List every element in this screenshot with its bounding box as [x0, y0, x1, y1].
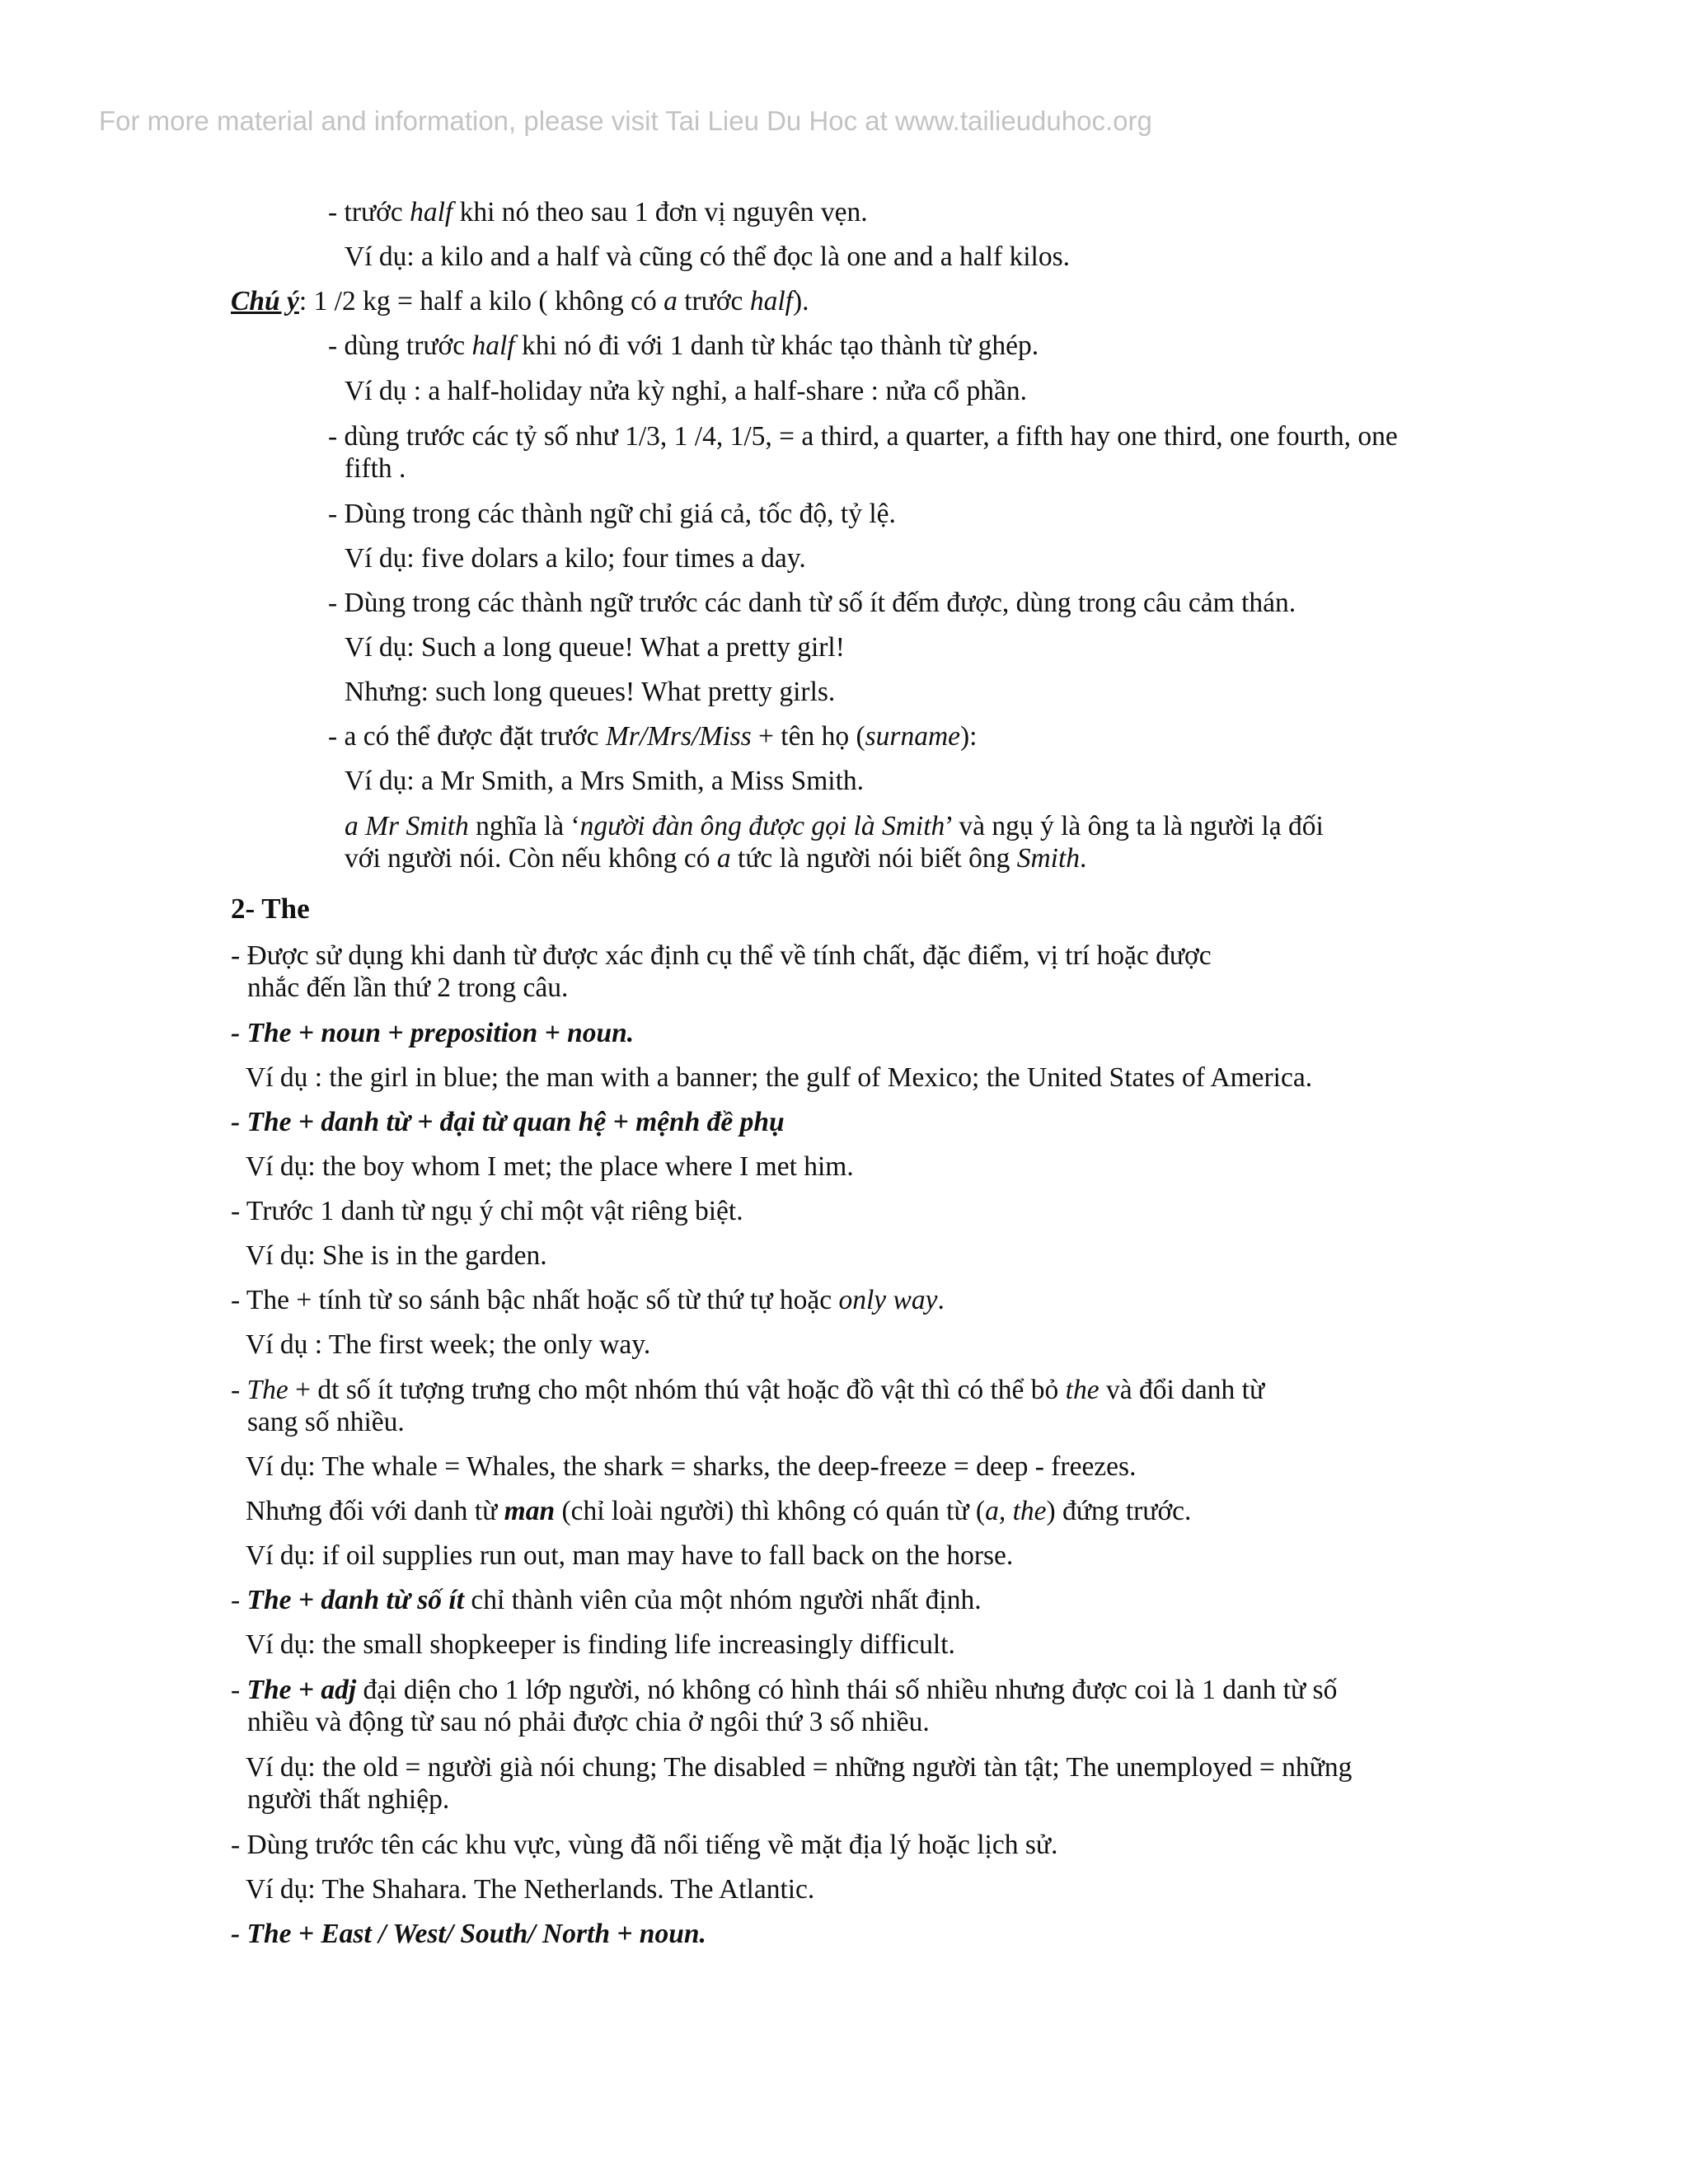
example-line: Ví dụ: Such a long queue! What a pretty girl!: [345, 632, 845, 663]
text-italic: a Mr Smith: [345, 811, 469, 841]
example-line: Nhưng: such long queues! What pretty girls.: [345, 677, 836, 707]
text-line: [328, 196, 868, 229]
text-span: tức là người nói biết ông: [730, 843, 1017, 874]
text-italic: The: [246, 1375, 288, 1405]
text-span: - dùng trước: [328, 330, 472, 361]
rule-line: - The + East / West/ South/ North + noun.: [231, 1919, 706, 1949]
text-line: - Dùng trong các thành ngữ chỉ giá cả, tốc độ, tỷ lệ.: [328, 499, 896, 529]
text-line: [328, 330, 1039, 363]
text-line: [345, 810, 1324, 843]
text-span: + dt số ít tượng trưng cho một nhóm thú vật hoặc đồ vật thì có thể bỏ: [288, 1375, 1066, 1405]
page-header-note: For more material and information, please visit Tai Lieu Du Hoc at www.tailieuduhoc.org: [99, 105, 1152, 136]
example-line: Ví dụ: She is in the garden.: [246, 1240, 547, 1271]
text-line: - Dùng trong các thành ngữ trước các danh từ số ít đếm được, dùng trong câu cảm thán.: [328, 588, 1296, 618]
text-bold-italic: The + danh từ số ít: [246, 1585, 465, 1615]
text-span: - a có thể được đặt trước: [328, 721, 606, 752]
text-line: - Trước 1 danh từ ngụ ý chỉ một vật riêng biệt.: [231, 1196, 743, 1226]
text-italic: a, the: [985, 1496, 1047, 1526]
text-span: .: [1080, 843, 1087, 874]
text-italic: surname: [865, 721, 961, 752]
text-line: sang số nhiều.: [247, 1407, 405, 1437]
text-line: [345, 842, 1086, 875]
example-line: Ví dụ: the boy whom I met; the place where I met him.: [246, 1151, 854, 1182]
text-span: khi nó đi với 1 danh từ khác tạo thành từ ghép.: [514, 330, 1039, 361]
text-line: [231, 1584, 982, 1617]
text-span: (chỉ loài người) thì không có quán từ (: [555, 1496, 986, 1526]
text-line: - Dùng trước tên các khu vực, vùng đã nổi tiếng về mặt địa lý hoặc lịch sử.: [231, 1830, 1058, 1860]
example-line: Ví dụ: the small shopkeeper is finding life increasingly difficult.: [246, 1629, 955, 1660]
text-line: - dùng trước các tỷ số như 1/3, 1 /4, 1/5, = a third, a quarter, a fifth hay one third, one fourth, one: [328, 421, 1398, 452]
text-italic: half: [410, 197, 453, 227]
text-italic: a: [663, 286, 678, 316]
text-line: [231, 1374, 1264, 1407]
text-line: [246, 1495, 1191, 1528]
rule-line: - The + danh từ + đại từ quan hệ + mệnh đề phụ: [231, 1107, 785, 1137]
text-span: -: [231, 1675, 247, 1705]
text-span: Nhưng đối với danh từ: [246, 1496, 504, 1526]
note-line: [231, 285, 809, 318]
section-heading: 2- The: [231, 893, 310, 925]
text-italic: only way: [838, 1285, 938, 1315]
text-italic: half: [471, 330, 515, 361]
text-span: .: [937, 1285, 945, 1315]
note-label: Chú ý: [231, 286, 299, 316]
text-span: ).: [792, 286, 809, 316]
text-italic: người đàn ông được gọi là Smith: [579, 811, 945, 841]
text-span: ) đứng trước.: [1046, 1496, 1192, 1526]
text-span: - trước: [328, 197, 410, 227]
text-span: -: [231, 1585, 247, 1615]
text-line: fifth .: [345, 453, 406, 484]
example-line: Ví dụ : The first week; the only way.: [246, 1329, 651, 1360]
text-line: nhiều và động từ sau nó phải được chia ở ngôi thứ 3 số nhiều.: [247, 1707, 930, 1737]
text-italic: the: [1065, 1375, 1100, 1405]
text-span: - The + tính từ so sánh bậc nhất hoặc số từ thứ tự hoặc: [231, 1285, 839, 1315]
text-line: [231, 1284, 945, 1317]
text-line: người thất nghiệp.: [247, 1784, 450, 1815]
text-span: và đổi danh từ: [1099, 1375, 1265, 1405]
text-span: khi nó theo sau 1 đơn vị nguyên vẹn.: [452, 197, 868, 227]
text-line: [231, 1674, 1337, 1707]
text-span: với người nói. Còn nếu không có: [345, 843, 717, 874]
text-italic: Smith: [1016, 843, 1081, 874]
rule-line: - The + noun + preposition + noun.: [231, 1018, 635, 1048]
text-italic: half: [749, 286, 793, 316]
text-span: -: [231, 1375, 247, 1405]
example-line: Ví dụ: a Mr Smith, a Mrs Smith, a Miss Smith.: [345, 766, 865, 796]
example-line: Ví dụ : the girl in blue; the man with a banner; the gulf of Mexico; the United States of America.: [246, 1062, 1313, 1093]
text-line: - Được sử dụng khi danh từ được xác định cụ thể về tính chất, đặc điểm, vị trí hoặc được: [231, 940, 1212, 971]
text-italic: Mr/Mrs/Miss: [605, 721, 752, 752]
text-italic: a: [716, 843, 731, 874]
example-line: Ví dụ : a half-holiday nửa kỳ nghỉ, a half-share : nửa cổ phần.: [345, 376, 1027, 406]
text-span: đại diện cho 1 lớp người, nó không có hình thái số nhiều nhưng được coi là 1 danh từ số: [356, 1675, 1338, 1705]
text-span: + tên họ (: [751, 721, 865, 752]
example-line: Ví dụ: the old = người già nói chung; The disabled = những người tàn tật; The unemployed = những: [246, 1752, 1353, 1783]
example-line: Ví dụ: five dolars a kilo; four times a day.: [345, 543, 806, 574]
text-bold-italic: The + adj: [246, 1675, 357, 1705]
text-span: : 1 /2 kg = half a kilo ( không có: [298, 286, 664, 316]
example-line: Ví dụ: The whale = Whales, the shark = sharks, the deep-freeze = deep - freezes.: [246, 1451, 1137, 1482]
text-span: chỉ thành viên của một nhóm người nhất định.: [464, 1585, 982, 1615]
text-line: [328, 720, 978, 753]
text-line: nhắc đến lần thứ 2 trong câu.: [247, 972, 569, 1003]
example-line: Ví dụ: The Shahara. The Netherlands. The Atlantic.: [246, 1874, 815, 1905]
text-bold-italic: man: [504, 1496, 556, 1526]
text-span: ’ và ngụ ý là ông ta là người lạ đối: [945, 811, 1324, 841]
example-line: Ví dụ: a kilo and a half và cũng có thể đọc là one and a half kilos.: [345, 241, 1071, 272]
text-span: trước: [677, 286, 750, 316]
text-span: nghĩa là ‘: [468, 811, 580, 841]
text-span: ):: [960, 721, 978, 752]
example-line: Ví dụ: if oil supplies run out, man may have to fall back on the horse.: [246, 1540, 1014, 1571]
